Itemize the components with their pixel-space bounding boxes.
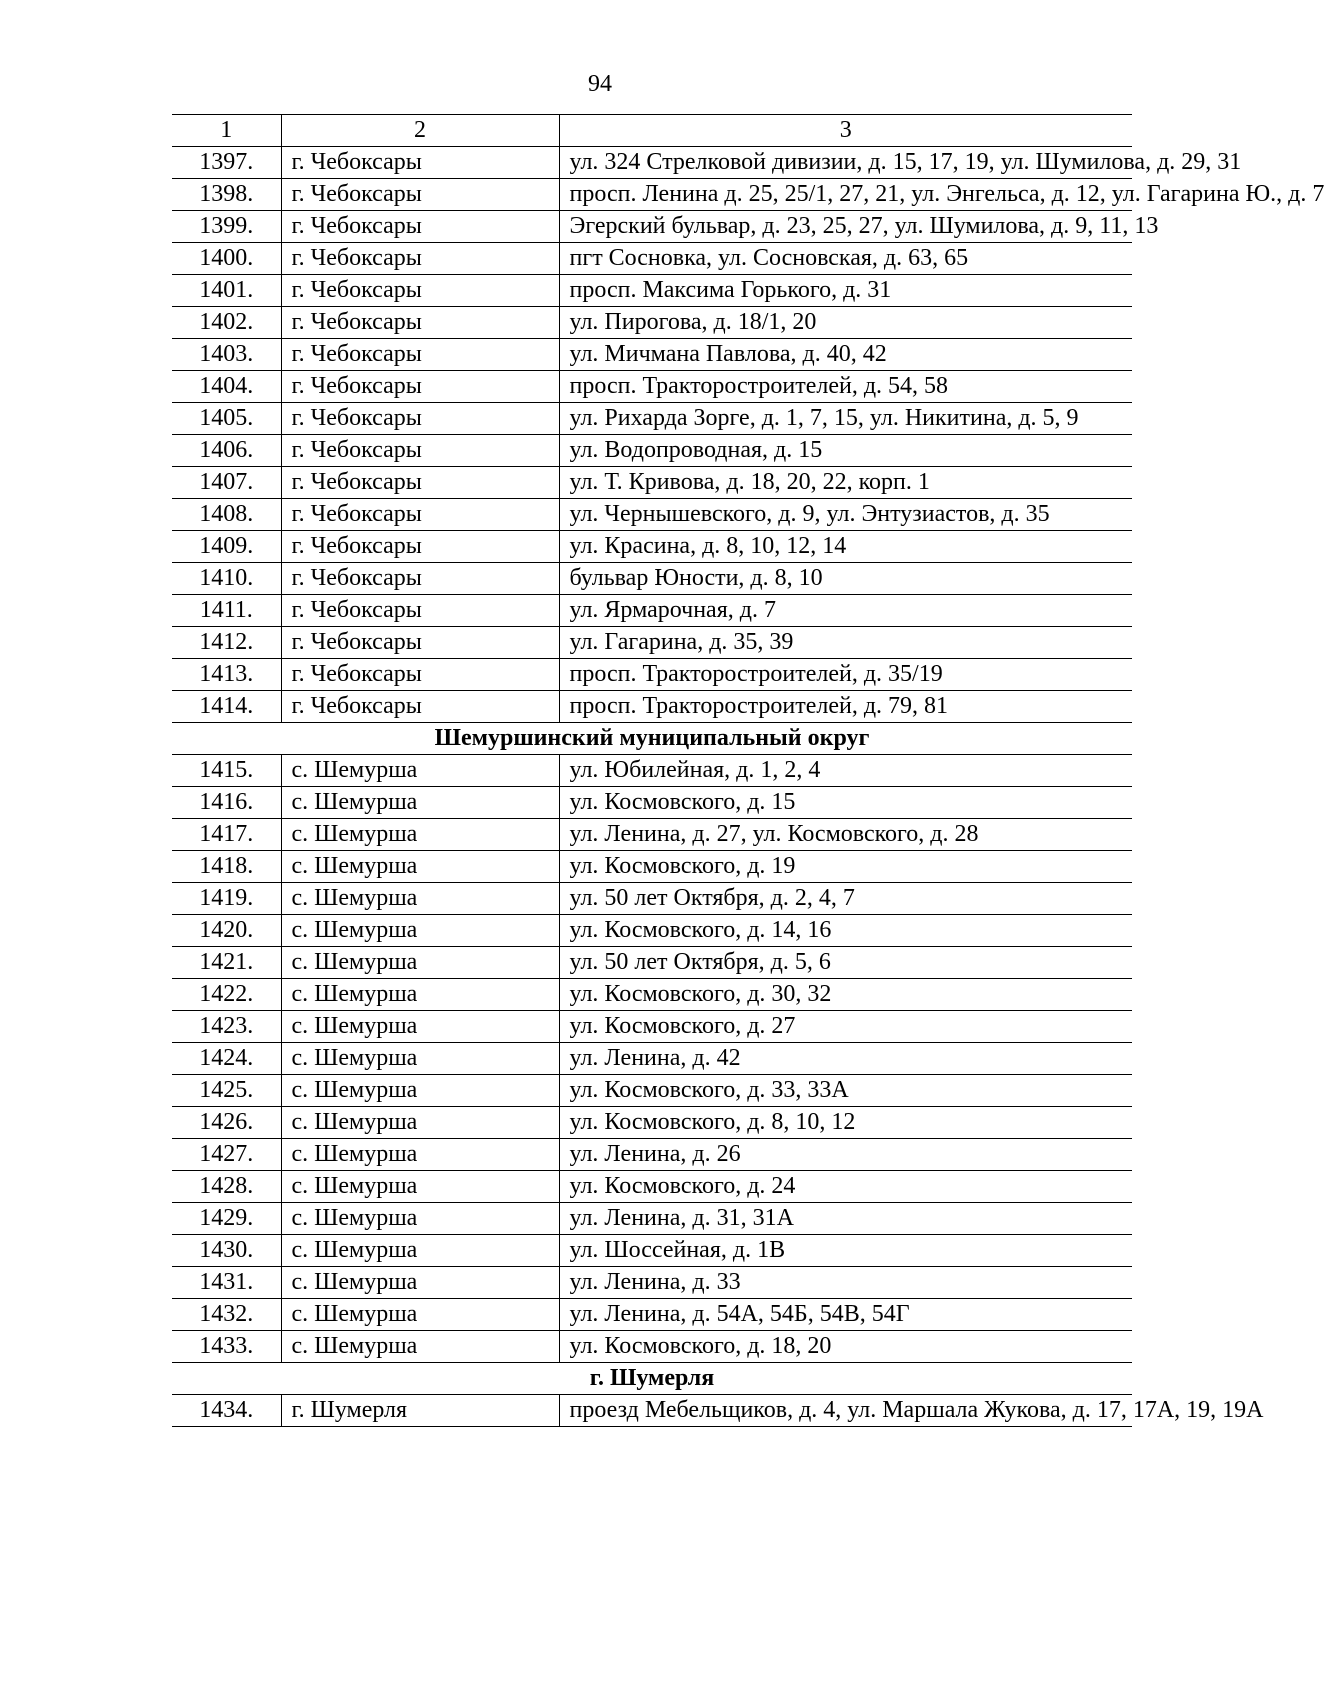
table-row — [172, 1011, 1132, 1043]
settlement-name: г. Шумерля — [281, 1395, 559, 1427]
table-row — [172, 1395, 1132, 1427]
settlement-name: г. Чебоксары — [281, 595, 559, 627]
table-row — [172, 1203, 1132, 1235]
table-row — [172, 595, 1132, 627]
address-text: ул. Шоссейная, д. 1В — [559, 1235, 1132, 1267]
settlement-name: г. Чебоксары — [281, 179, 559, 211]
row-number: 1428. — [172, 1171, 281, 1203]
settlement-name: г. Чебоксары — [281, 275, 559, 307]
settlement-name: с. Шемурша — [281, 1011, 559, 1043]
table-row — [172, 1235, 1132, 1267]
row-number: 1433. — [172, 1331, 281, 1363]
table-row — [172, 179, 1132, 211]
row-number: 1430. — [172, 1235, 281, 1267]
address-text: ул. 50 лет Октября, д. 5, 6 — [559, 947, 1132, 979]
row-number: 1419. — [172, 883, 281, 915]
row-number: 1417. — [172, 819, 281, 851]
settlement-name: с. Шемурша — [281, 915, 559, 947]
settlement-name: с. Шемурша — [281, 1235, 559, 1267]
address-text: просп. Тракторостроителей, д. 54, 58 — [559, 371, 1132, 403]
row-number: 1415. — [172, 755, 281, 787]
address-text: просп. Тракторостроителей, д. 79, 81 — [559, 691, 1132, 723]
row-number: 1429. — [172, 1203, 281, 1235]
row-number: 1431. — [172, 1267, 281, 1299]
address-text: ул. Чернышевского, д. 9, ул. Энтузиастов, д. 35 — [559, 499, 1132, 531]
address-text: ул. Космовского, д. 30, 32 — [559, 979, 1132, 1011]
settlement-name: г. Чебоксары — [281, 499, 559, 531]
section-header-row — [172, 723, 1132, 755]
row-number: 1414. — [172, 691, 281, 723]
settlement-name: с. Шемурша — [281, 819, 559, 851]
row-number: 1416. — [172, 787, 281, 819]
address-text: ул. Космовского, д. 33, 33А — [559, 1075, 1132, 1107]
settlement-name: г. Чебоксары — [281, 691, 559, 723]
row-number: 1399. — [172, 211, 281, 243]
settlement-name: с. Шемурша — [281, 1267, 559, 1299]
page-number: 94 — [588, 71, 612, 97]
address-text: ул. Космовского, д. 27 — [559, 1011, 1132, 1043]
address-text: просп. Ленина д. 25, 25/1, 27, 21, ул. Энгельса, д. 12, ул. Гагарина Ю., д. 7 — [559, 179, 1132, 211]
table-row — [172, 531, 1132, 563]
row-number: 1409. — [172, 531, 281, 563]
settlement-name: г. Чебоксары — [281, 243, 559, 275]
settlement-name: г. Чебоксары — [281, 531, 559, 563]
table-row — [172, 211, 1132, 243]
settlement-name: г. Чебоксары — [281, 659, 559, 691]
column-header-settlement: 2 — [281, 115, 559, 147]
row-number: 1404. — [172, 371, 281, 403]
table-row — [172, 979, 1132, 1011]
row-number: 1403. — [172, 339, 281, 371]
table-row — [172, 1139, 1132, 1171]
address-text: ул. Водопроводная, д. 15 — [559, 435, 1132, 467]
settlement-name: г. Чебоксары — [281, 371, 559, 403]
settlement-name: с. Шемурша — [281, 1171, 559, 1203]
row-number: 1406. — [172, 435, 281, 467]
address-text: ул. Космовского, д. 19 — [559, 851, 1132, 883]
address-text: просп. Максима Горького, д. 31 — [559, 275, 1132, 307]
table-row — [172, 371, 1132, 403]
table-row — [172, 563, 1132, 595]
address-text: ул. Рихарда Зорге, д. 1, 7, 15, ул. Никитина, д. 5, 9 — [559, 403, 1132, 435]
table-row — [172, 1107, 1132, 1139]
table-row — [172, 435, 1132, 467]
table-row — [172, 1331, 1132, 1363]
row-number: 1400. — [172, 243, 281, 275]
settlement-name: с. Шемурша — [281, 851, 559, 883]
table-row — [172, 467, 1132, 499]
table-body — [172, 115, 1324, 1427]
row-number: 1397. — [172, 147, 281, 179]
table-row — [172, 307, 1132, 339]
address-text: ул. Космовского, д. 14, 16 — [559, 915, 1132, 947]
settlement-name: с. Шемурша — [281, 1299, 559, 1331]
row-number: 1402. — [172, 307, 281, 339]
address-text: пгт Сосновка, ул. Сосновская, д. 63, 65 — [559, 243, 1132, 275]
table-row — [172, 819, 1132, 851]
address-text: ул. 50 лет Октября, д. 2, 4, 7 — [559, 883, 1132, 915]
address-text: ул. Космовского, д. 18, 20 — [559, 1331, 1132, 1363]
section-header-row — [172, 1363, 1132, 1395]
table-row — [172, 499, 1132, 531]
table-row — [172, 915, 1132, 947]
row-number: 1412. — [172, 627, 281, 659]
settlement-name: г. Чебоксары — [281, 307, 559, 339]
row-number: 1423. — [172, 1011, 281, 1043]
settlement-name: с. Шемурша — [281, 787, 559, 819]
table-row — [172, 851, 1132, 883]
settlement-name: с. Шемурша — [281, 755, 559, 787]
settlement-name: г. Чебоксары — [281, 339, 559, 371]
address-text: ул. Гагарина, д. 35, 39 — [559, 627, 1132, 659]
address-text: ул. Ленина, д. 31, 31А — [559, 1203, 1132, 1235]
settlement-name: г. Чебоксары — [281, 627, 559, 659]
addresses-table — [172, 114, 1324, 1427]
settlement-name: с. Шемурша — [281, 1107, 559, 1139]
row-number: 1401. — [172, 275, 281, 307]
table-row — [172, 147, 1132, 179]
section-title: Шемуршинский муниципальный округ — [172, 723, 1132, 755]
table-row — [172, 755, 1132, 787]
settlement-name: с. Шемурша — [281, 1075, 559, 1107]
column-header-row — [172, 115, 1132, 147]
settlement-name: с. Шемурша — [281, 979, 559, 1011]
row-number: 1425. — [172, 1075, 281, 1107]
table-row — [172, 627, 1132, 659]
row-number: 1410. — [172, 563, 281, 595]
settlement-name: с. Шемурша — [281, 883, 559, 915]
address-text: ул. Т. Кривова, д. 18, 20, 22, корп. 1 — [559, 467, 1132, 499]
row-number: 1426. — [172, 1107, 281, 1139]
row-number: 1424. — [172, 1043, 281, 1075]
address-text: ул. Космовского, д. 15 — [559, 787, 1132, 819]
table-row — [172, 403, 1132, 435]
settlement-name: с. Шемурша — [281, 1203, 559, 1235]
row-number: 1418. — [172, 851, 281, 883]
address-text: ул. Мичмана Павлова, д. 40, 42 — [559, 339, 1132, 371]
address-text: ул. Ленина, д. 54А, 54Б, 54В, 54Г — [559, 1299, 1132, 1331]
settlement-name: г. Чебоксары — [281, 147, 559, 179]
address-text: ул. Ленина, д. 42 — [559, 1043, 1132, 1075]
settlement-name: с. Шемурша — [281, 1331, 559, 1363]
table-row — [172, 275, 1132, 307]
table-row — [172, 947, 1132, 979]
table-row — [172, 1075, 1132, 1107]
address-text: ул. Ленина, д. 27, ул. Космовского, д. 28 — [559, 819, 1132, 851]
table-row — [172, 339, 1132, 371]
table-row — [172, 883, 1132, 915]
row-number: 1398. — [172, 179, 281, 211]
address-text: ул. 324 Стрелковой дивизии, д. 15, 17, 19, ул. Шумилова, д. 29, 31 — [559, 147, 1132, 179]
table-row — [172, 691, 1132, 723]
table-row — [172, 787, 1132, 819]
row-number: 1420. — [172, 915, 281, 947]
settlement-name: г. Чебоксары — [281, 435, 559, 467]
row-number: 1434. — [172, 1395, 281, 1427]
address-text: ул. Пирогова, д. 18/1, 20 — [559, 307, 1132, 339]
address-text: ул. Красина, д. 8, 10, 12, 14 — [559, 531, 1132, 563]
row-number: 1407. — [172, 467, 281, 499]
address-text: ул. Космовского, д. 24 — [559, 1171, 1132, 1203]
address-text: бульвар Юности, д. 8, 10 — [559, 563, 1132, 595]
row-number: 1411. — [172, 595, 281, 627]
table-row — [172, 659, 1132, 691]
table-row — [172, 1267, 1132, 1299]
row-number: 1408. — [172, 499, 281, 531]
address-text: Эгерский бульвар, д. 23, 25, 27, ул. Шумилова, д. 9, 11, 13 — [559, 211, 1132, 243]
row-number: 1427. — [172, 1139, 281, 1171]
settlement-name: с. Шемурша — [281, 947, 559, 979]
address-text: ул. Ленина, д. 26 — [559, 1139, 1132, 1171]
column-header-number: 1 — [172, 115, 281, 147]
section-title: г. Шумерля — [172, 1363, 1132, 1395]
settlement-name: с. Шемурша — [281, 1043, 559, 1075]
table-row — [172, 1171, 1132, 1203]
address-text: ул. Ярмарочная, д. 7 — [559, 595, 1132, 627]
address-text: проезд Мебельщиков, д. 4, ул. Маршала Жукова, д. 17, 17А, 19, 19А — [559, 1395, 1132, 1427]
row-number: 1405. — [172, 403, 281, 435]
table-row — [172, 1043, 1132, 1075]
address-text: ул. Космовского, д. 8, 10, 12 — [559, 1107, 1132, 1139]
row-number: 1432. — [172, 1299, 281, 1331]
settlement-name: г. Чебоксары — [281, 211, 559, 243]
table-row — [172, 1299, 1132, 1331]
settlement-name: г. Чебоксары — [281, 563, 559, 595]
row-number: 1422. — [172, 979, 281, 1011]
address-text: ул. Ленина, д. 33 — [559, 1267, 1132, 1299]
settlement-name: г. Чебоксары — [281, 403, 559, 435]
row-number: 1413. — [172, 659, 281, 691]
settlement-name: г. Чебоксары — [281, 467, 559, 499]
settlement-name: с. Шемурша — [281, 1139, 559, 1171]
address-text: ул. Юбилейная, д. 1, 2, 4 — [559, 755, 1132, 787]
row-number: 1421. — [172, 947, 281, 979]
table-row — [172, 243, 1132, 275]
address-text: просп. Тракторостроителей, д. 35/19 — [559, 659, 1132, 691]
column-header-address: 3 — [559, 115, 1132, 147]
